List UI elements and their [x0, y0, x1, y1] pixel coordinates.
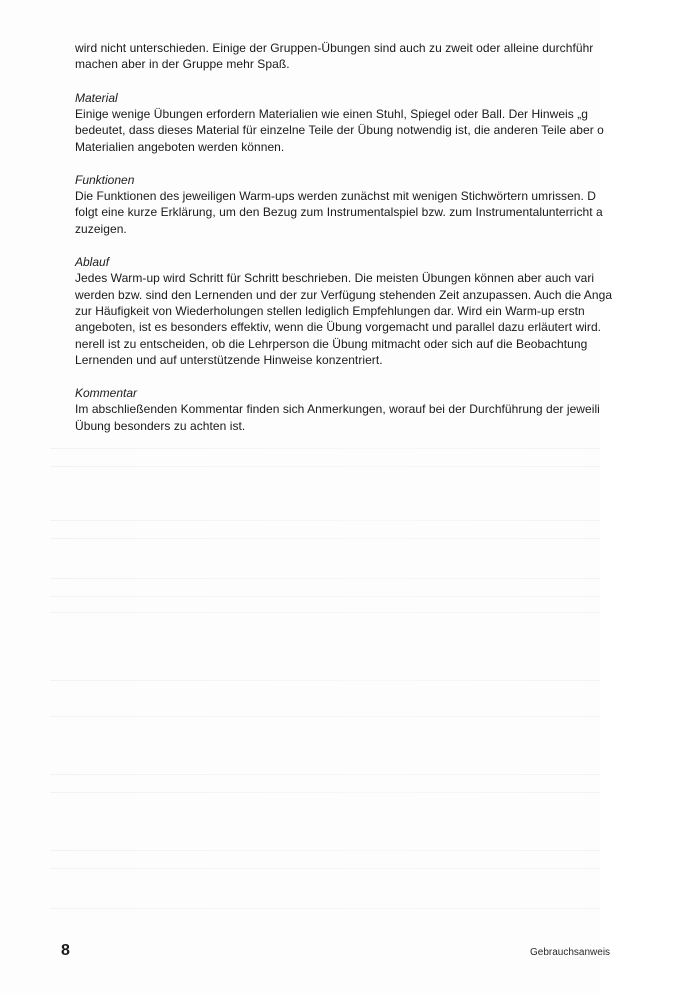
bleed-through-line — [50, 538, 600, 539]
text-line: wird nicht unterschieden. Einige der Gruppen-Übungen sind auch zu zweit oder alleine durchführ — [75, 41, 594, 55]
text-line: bedeutet, dass dieses Material für einzelne Teile der Übung notwendig ist, die anderen Teile aber o — [75, 123, 604, 138]
bleed-through-line — [50, 680, 600, 681]
running-title: Gebrauchsanweis — [530, 947, 611, 958]
bleed-through-line — [50, 716, 600, 717]
text-line: Übung besonders zu achten ist. — [75, 418, 246, 433]
text-line: Materialien angeboten werden können. — [75, 139, 285, 154]
text-line: zur Häufigkeit von Wiederholungen stellen lediglich Empfehlungen dar. Wird ein Warm-up erstn — [75, 303, 585, 318]
bleed-through-line — [50, 520, 600, 521]
section-ablauf — [75, 254, 695, 368]
text-line: machen aber in der Gruppe mehr Spaß. — [75, 57, 290, 72]
text-line: Die Funktionen des jeweiligen Warm-ups werden zunächst mit wenigen Stichwörtern umrissen. D — [75, 188, 596, 203]
bleed-through-line — [50, 792, 600, 793]
text-line: Lernenden und auf unterstützende Hinweise konzentriert. — [75, 353, 383, 368]
text-line: Jedes Warm-up wird Schritt für Schritt beschrieben. Die meisten Übungen können aber auch vari — [75, 271, 595, 286]
section-kommentar — [75, 385, 695, 434]
text-line: angeboten, ist es besonders effektiv, wenn die Übung vorgemacht und parallel dazu erläutert wird. — [75, 320, 602, 335]
bleed-through-line — [50, 612, 600, 613]
bleed-through-line — [50, 908, 600, 909]
text-line: Im abschließenden Kommentar finden sich Anmerkungen, worauf bei der Durchführung der jeweili — [75, 402, 600, 417]
bleed-through-line — [50, 578, 600, 579]
text-line: werden bzw. sind den Lernenden und der zur Verfügung stehenden Zeit anzupassen. Auch die Anga — [75, 287, 613, 302]
section-heading: Funktionen — [75, 172, 135, 187]
section-funktionen — [75, 172, 695, 237]
text-line: Einige wenige Übungen erfordern Materialien wie einen Stuhl, Spiegel oder Ball. Der Hinweis „g — [75, 106, 588, 121]
section-heading: Kommentar — [75, 386, 138, 401]
bleed-through-line — [50, 850, 600, 851]
section-heading: Material — [75, 90, 118, 105]
bleed-through-line — [50, 596, 600, 597]
text-line: nerell ist zu entscheiden, ob die Lehrperson die Übung mitmacht oder sich auf die Beobachtung — [75, 336, 588, 351]
text-line: zuzeigen. — [75, 221, 127, 236]
section-material — [75, 90, 695, 155]
body-text — [75, 40, 695, 451]
bleed-through-line — [50, 466, 600, 467]
bleed-through-line — [50, 774, 600, 775]
text-line: folgt eine kurze Erklärung, um den Bezug zum Instrumentalspiel bzw. zum Instrumentalunterricht a — [75, 205, 603, 220]
page-number: 8 — [61, 942, 70, 959]
bleed-through-line — [50, 868, 600, 869]
intro-paragraph — [75, 40, 695, 73]
section-heading: Ablauf — [75, 255, 110, 270]
